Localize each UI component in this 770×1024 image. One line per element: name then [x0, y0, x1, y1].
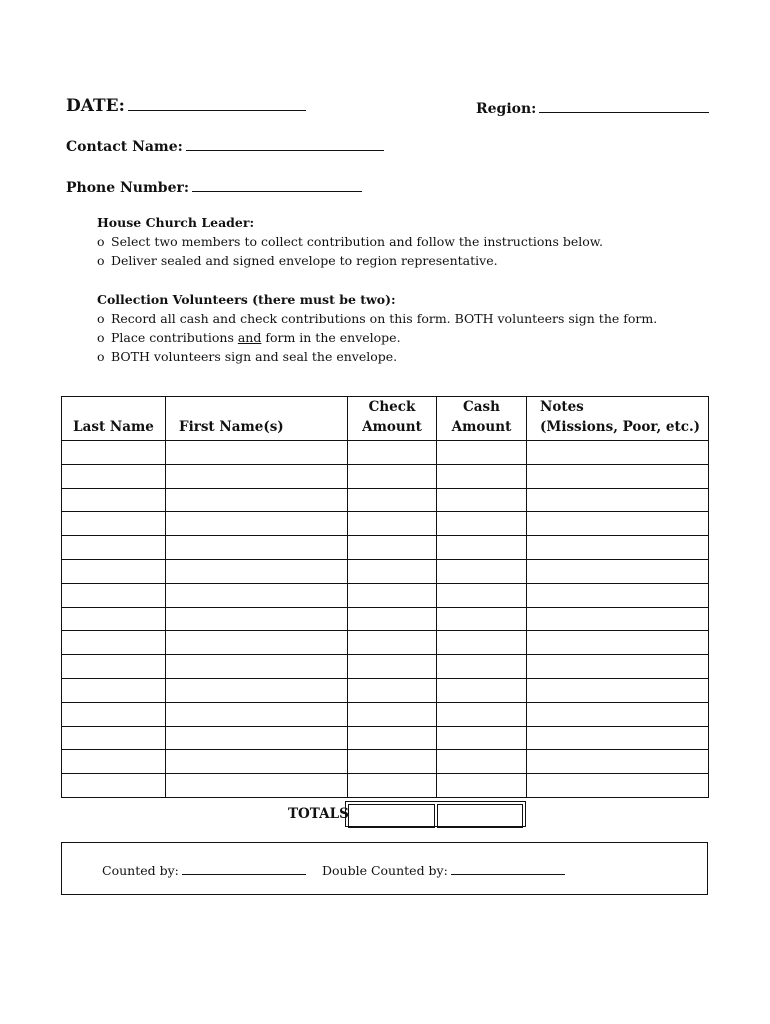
table-row: [62, 441, 709, 465]
table-row: [62, 559, 709, 583]
col-notes: [527, 397, 709, 441]
cash-amount-cell[interactable]: [437, 702, 527, 726]
region-input-line[interactable]: [539, 98, 709, 113]
notes-cell[interactable]: [527, 441, 709, 465]
notes-cell[interactable]: [527, 726, 709, 750]
cash-amount-cell[interactable]: [437, 536, 527, 560]
contact-field-group: [66, 136, 384, 155]
double-counted-label: Double Counted by:: [322, 863, 448, 878]
notes-cell[interactable]: [527, 464, 709, 488]
cash-amount-cell[interactable]: [437, 678, 527, 702]
volunteer-item-part: form in the envelope.: [261, 330, 401, 345]
first-name-cell[interactable]: [166, 536, 348, 560]
first-name-cell[interactable]: [166, 774, 348, 798]
phone-number-label: Phone Number:: [66, 180, 190, 196]
first-name-cell[interactable]: [166, 750, 348, 774]
first-name-cell[interactable]: [166, 702, 348, 726]
first-name-cell[interactable]: [166, 678, 348, 702]
date-field-group: [66, 96, 306, 116]
first-name-cell[interactable]: [166, 726, 348, 750]
check-amount-cell[interactable]: [348, 512, 437, 536]
notes-cell[interactable]: [527, 702, 709, 726]
col-check-amount: [348, 397, 437, 441]
table-row: [62, 750, 709, 774]
check-amount-cell[interactable]: [348, 559, 437, 583]
counted-by-group: [102, 862, 306, 878]
leader-item-text: Select two members to collect contribution and follow the instructions below.: [111, 234, 603, 249]
last-name-cell[interactable]: [62, 488, 166, 512]
notes-cell[interactable]: [527, 607, 709, 631]
col-cash-amount: [437, 397, 527, 441]
phone-field-group: [66, 177, 362, 196]
contributions-table: [61, 396, 709, 798]
table-row: [62, 536, 709, 560]
last-name-cell[interactable]: [62, 536, 166, 560]
double-counted-group: [322, 862, 565, 878]
cash-amount-cell[interactable]: [437, 488, 527, 512]
check-amount-cell[interactable]: [348, 774, 437, 798]
volunteer-item: [97, 347, 737, 366]
notes-cell[interactable]: [527, 631, 709, 655]
bullet-glyph: o: [97, 311, 105, 326]
first-name-cell[interactable]: [166, 631, 348, 655]
col-first-name: First Name(s): [166, 397, 348, 441]
counted-by-line[interactable]: [182, 862, 306, 875]
cash-amount-cell[interactable]: [437, 559, 527, 583]
table-row: [62, 655, 709, 679]
region-field-group: [476, 98, 709, 117]
last-name-cell[interactable]: [62, 559, 166, 583]
table-row: [62, 488, 709, 512]
check-amount-cell[interactable]: [348, 726, 437, 750]
notes-cell[interactable]: [527, 512, 709, 536]
last-name-cell[interactable]: [62, 464, 166, 488]
date-input-line[interactable]: [128, 96, 306, 111]
leader-item: [97, 251, 737, 270]
volunteer-item-text: [111, 330, 401, 345]
table-row: [62, 726, 709, 750]
col-cash-line1: Cash: [463, 399, 500, 415]
last-name-cell[interactable]: [62, 726, 166, 750]
last-name-cell[interactable]: [62, 655, 166, 679]
notes-cell[interactable]: [527, 536, 709, 560]
table-header-row: [62, 397, 709, 441]
col-cash-line2: Amount: [451, 419, 512, 435]
volunteer-instructions: [97, 290, 737, 366]
underlined-word: and: [237, 330, 262, 345]
totals-box-group: [345, 801, 526, 827]
cash-amount-cell[interactable]: [437, 726, 527, 750]
check-total-cell[interactable]: [348, 804, 435, 828]
last-name-cell[interactable]: [62, 750, 166, 774]
check-amount-cell[interactable]: [348, 488, 437, 512]
table-row: [62, 702, 709, 726]
cash-amount-cell[interactable]: [437, 655, 527, 679]
volunteer-item: [97, 328, 737, 347]
volunteer-item-text: Record all cash and check contributions on this form. BOTH volunteers sign the form.: [111, 311, 658, 326]
check-amount-cell[interactable]: [348, 441, 437, 465]
first-name-cell[interactable]: [166, 583, 348, 607]
region-label: Region:: [476, 101, 537, 117]
cash-amount-cell[interactable]: [437, 750, 527, 774]
cash-amount-cell[interactable]: [437, 583, 527, 607]
cash-amount-cell[interactable]: [437, 774, 527, 798]
col-notes-line2: (Missions, Poor, etc.): [540, 419, 701, 435]
phone-number-input-line[interactable]: [192, 177, 362, 192]
first-name-cell[interactable]: [166, 488, 348, 512]
last-name-cell[interactable]: [62, 441, 166, 465]
date-label: DATE:: [66, 96, 125, 116]
cash-amount-cell[interactable]: [437, 631, 527, 655]
cash-amount-cell[interactable]: [437, 464, 527, 488]
leader-item-text: Deliver sealed and signed envelope to region representative.: [111, 253, 498, 268]
check-amount-cell[interactable]: [348, 678, 437, 702]
table-row: [62, 774, 709, 798]
cash-amount-cell[interactable]: [437, 607, 527, 631]
counted-by-box: [61, 842, 708, 895]
notes-cell[interactable]: [527, 488, 709, 512]
notes-cell[interactable]: [527, 655, 709, 679]
cash-total-cell[interactable]: [437, 804, 524, 828]
first-name-cell[interactable]: [166, 441, 348, 465]
bullet-glyph: o: [97, 253, 105, 268]
first-name-cell[interactable]: [166, 464, 348, 488]
check-amount-cell[interactable]: [348, 702, 437, 726]
leader-instructions: [97, 213, 737, 270]
first-name-cell[interactable]: [166, 559, 348, 583]
cash-amount-cell[interactable]: [437, 441, 527, 465]
first-name-cell[interactable]: [166, 607, 348, 631]
bullet-glyph: o: [97, 234, 105, 249]
table-row: [62, 512, 709, 536]
last-name-cell[interactable]: [62, 678, 166, 702]
last-name-cell[interactable]: [62, 583, 166, 607]
notes-cell[interactable]: [527, 559, 709, 583]
table-row: [62, 631, 709, 655]
volunteer-item: [97, 309, 737, 328]
table-row: [62, 678, 709, 702]
table-row: [62, 464, 709, 488]
contact-name-label: Contact Name:: [66, 139, 183, 155]
col-notes-line1: Notes: [540, 399, 584, 415]
col-last-name: Last Name: [62, 397, 166, 441]
volunteers-title: Collection Volunteers (there must be two):: [97, 292, 396, 307]
notes-cell[interactable]: [527, 583, 709, 607]
notes-cell[interactable]: [527, 750, 709, 774]
bullet-glyph: o: [97, 349, 105, 364]
last-name-cell[interactable]: [62, 631, 166, 655]
leader-item: [97, 232, 737, 251]
first-name-cell[interactable]: [166, 655, 348, 679]
bullet-glyph: o: [97, 330, 105, 345]
col-check-line2: Amount: [362, 419, 422, 435]
contact-name-input-line[interactable]: [186, 136, 384, 151]
volunteer-item-part: Place contributions: [111, 330, 238, 345]
check-amount-cell[interactable]: [348, 750, 437, 774]
first-name-cell[interactable]: [166, 512, 348, 536]
table-body: [62, 441, 709, 798]
volunteer-item-text: BOTH volunteers sign and seal the envelope.: [111, 349, 398, 364]
check-amount-cell[interactable]: [348, 631, 437, 655]
last-name-cell[interactable]: [62, 702, 166, 726]
last-name-cell[interactable]: [62, 607, 166, 631]
col-check-line1: Check: [368, 399, 416, 415]
check-amount-cell[interactable]: [348, 607, 437, 631]
table-row: [62, 607, 709, 631]
counted-by-label: Counted by:: [102, 863, 179, 878]
check-amount-cell[interactable]: [348, 464, 437, 488]
last-name-cell[interactable]: [62, 512, 166, 536]
table-row: [62, 583, 709, 607]
notes-cell[interactable]: [527, 678, 709, 702]
last-name-cell[interactable]: [62, 774, 166, 798]
totals-label: TOTALS: [288, 806, 349, 822]
cash-amount-cell[interactable]: [437, 512, 527, 536]
leader-title: House Church Leader:: [97, 215, 255, 230]
double-counted-line[interactable]: [451, 862, 565, 875]
check-amount-cell[interactable]: [348, 536, 437, 560]
check-amount-cell[interactable]: [348, 583, 437, 607]
notes-cell[interactable]: [527, 774, 709, 798]
check-amount-cell[interactable]: [348, 655, 437, 679]
